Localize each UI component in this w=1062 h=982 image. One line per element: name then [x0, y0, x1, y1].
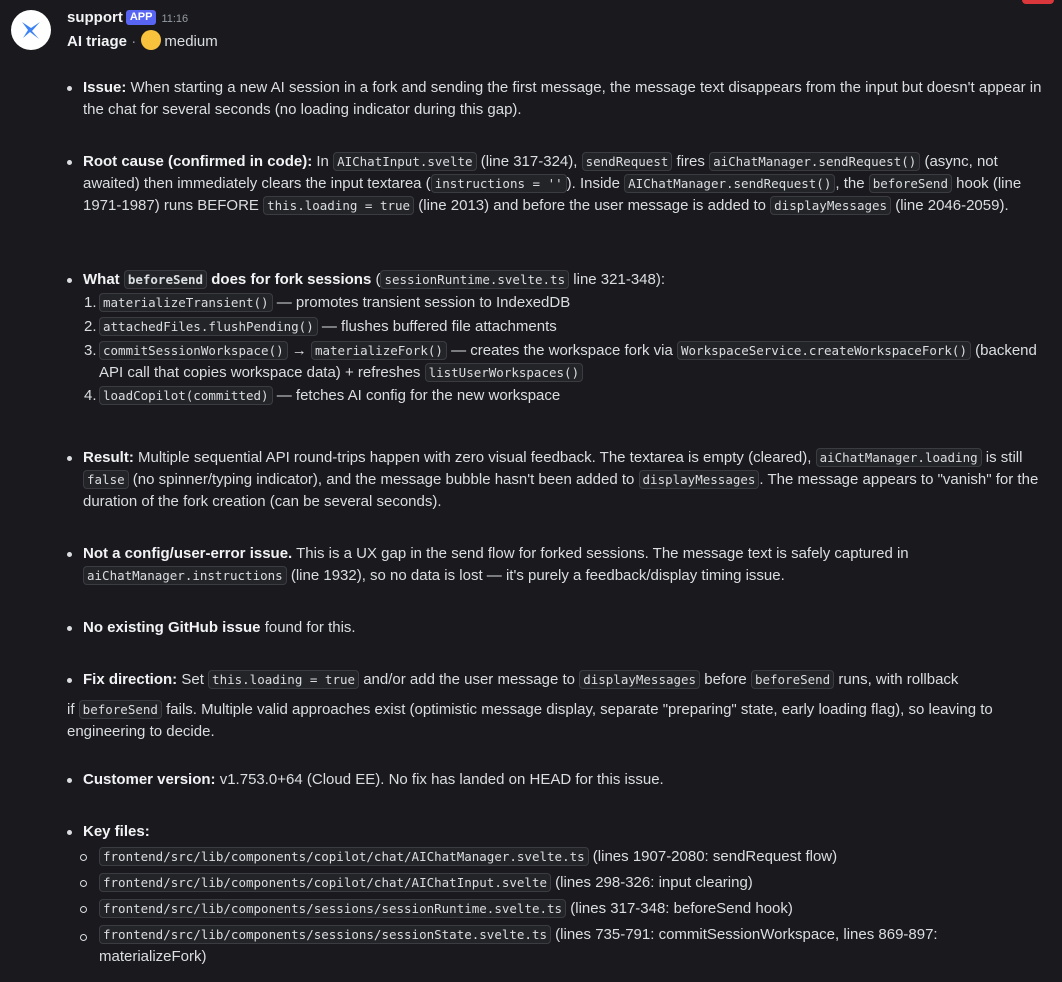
text: Multiple sequential API round-trips happen with zero visual feedback. The textarea is empty (cleared), — [133, 449, 816, 466]
code-span: sessionRuntime.svelte.ts — [380, 270, 569, 289]
file-item — [67, 924, 1042, 968]
code-span: beforeSend — [124, 270, 207, 289]
text: fires — [672, 153, 710, 170]
list-item — [67, 617, 1042, 639]
text: — creates the workspace fork via — [446, 342, 677, 359]
issue-section — [67, 77, 1042, 121]
text: ( — [371, 271, 381, 288]
code-span: displayMessages — [639, 470, 760, 489]
customer-section — [67, 769, 1042, 791]
text: fails. Multiple valid approaches exist (optimistic message display, separate "preparing" state, early loading flag), so leaving to engineering to decide. — [67, 701, 993, 740]
close-indicator[interactable] — [1022, 0, 1054, 4]
text: and/or add the user message to — [359, 671, 580, 688]
file-item — [67, 844, 1042, 870]
list-item — [67, 821, 1042, 843]
code-span: aiChatManager.loading — [816, 448, 982, 467]
code-span: beforeSend — [79, 700, 162, 719]
text: runs, with rollback — [834, 671, 959, 688]
file-item — [67, 870, 1042, 896]
list-item — [67, 151, 1042, 217]
text: This is a UX gap in the send flow for forked sessions. The message text is safely captured in — [292, 545, 909, 562]
item-number: 1. — [84, 294, 97, 311]
code-span: displayMessages — [770, 196, 891, 215]
not-config-label: Not a config/user-error issue. — [83, 545, 293, 562]
text: , the — [835, 175, 869, 192]
issue-label: Issue: — [83, 79, 127, 96]
text: v1.753.0+64 (Cloud EE). No fix has landed on HEAD for this issue. — [215, 771, 664, 788]
text: (backend API call that copies workspace data) + refreshes — [99, 342, 1037, 381]
code-span: aiChatManager.sendRequest() — [709, 152, 920, 171]
key-files-section — [67, 821, 1042, 968]
fix-label: Fix direction: — [83, 671, 178, 688]
code-span: materializeFork() — [311, 341, 447, 360]
github-section — [67, 617, 1042, 639]
numbered-item — [67, 340, 1042, 384]
text: hook (line 1971-1987) runs BEFORE — [83, 175, 1022, 214]
triage-line — [67, 30, 218, 52]
root-label: Root cause (confirmed in code): — [83, 153, 313, 170]
text: — flushes buffered file attachments — [317, 318, 557, 335]
list-item — [67, 543, 1042, 587]
code-span: loadCopilot(committed) — [99, 386, 273, 405]
list-item — [67, 269, 1042, 291]
fix-section — [67, 669, 1042, 743]
numbered-item — [67, 384, 1042, 408]
root-cause-section — [67, 151, 1042, 217]
text: is still — [981, 449, 1023, 466]
what-section — [67, 269, 1042, 408]
text: Set — [177, 671, 209, 688]
file-note: (lines 317-348: beforeSend hook) — [566, 900, 793, 917]
list-item — [67, 769, 1042, 791]
text: — promotes transient session to IndexedDB — [272, 294, 571, 311]
github-label: No existing GitHub issue — [83, 619, 261, 636]
text: (async, not awaited) then immediately clears the input textarea ( — [83, 153, 998, 192]
text: (line 317-324), — [476, 153, 582, 170]
code-span: attachedFiles.flushPending() — [99, 317, 318, 336]
item-number: 4. — [84, 387, 97, 404]
app-badge: APP — [126, 10, 157, 25]
file-path: frontend/src/lib/components/sessions/sessionState.svelte.ts — [99, 925, 551, 944]
code-span: sendRequest — [582, 152, 673, 171]
file-item — [67, 896, 1042, 922]
result-label: Result: — [83, 449, 134, 466]
code-span: commitSessionWorkspace() — [99, 341, 288, 360]
text: (no spinner/typing indicator), and the message bubble hasn't been added to — [128, 471, 639, 488]
file-path: frontend/src/lib/components/copilot/chat/AIChatInput.svelte — [99, 873, 551, 892]
customer-label: Customer version: — [83, 771, 216, 788]
text: found for this. — [260, 619, 356, 636]
file-note: (lines 298-326: input clearing) — [551, 874, 753, 891]
arrow-icon: → — [287, 342, 311, 359]
severity-text: medium — [164, 33, 218, 50]
text: In — [312, 153, 334, 170]
text: does for fork sessions — [207, 271, 372, 288]
app-logo-icon — [19, 18, 43, 42]
text: (line 2013) and before the user message is added to — [414, 197, 771, 214]
text: — fetches AI config for the new workspace — [272, 387, 561, 404]
triage-label: AI triage — [67, 33, 128, 50]
code-span: WorkspaceService.createWorkspaceFork() — [677, 341, 971, 360]
list-item — [67, 669, 1042, 691]
numbered-item — [67, 315, 1042, 339]
numbered-item — [67, 291, 1042, 315]
key-files-label: Key files: — [83, 823, 150, 840]
fix-continuation — [67, 699, 1042, 743]
text: What — [83, 271, 124, 288]
medium-severity-icon — [141, 30, 161, 50]
list-item — [67, 447, 1042, 513]
separator: · — [131, 33, 137, 50]
code-span: aiChatManager.instructions — [83, 566, 287, 585]
code-span: this.loading = true — [263, 196, 414, 215]
code-span: false — [83, 470, 129, 489]
code-span: listUserWorkspaces() — [425, 363, 584, 382]
code-span: instructions = '' — [431, 174, 567, 193]
file-note: (lines 1907-2080: sendRequest flow) — [588, 848, 838, 865]
code-span: this.loading = true — [208, 670, 359, 689]
message-header — [67, 8, 188, 29]
not-config-section — [67, 543, 1042, 587]
code-span: AIChatManager.sendRequest() — [624, 174, 835, 193]
list-item — [67, 77, 1042, 121]
code-span: beforeSend — [869, 174, 952, 193]
text: (line 2046-2059). — [891, 197, 1009, 214]
file-note: (lines 735-791: commitSessionWorkspace, lines 869-897: materializeFork) — [99, 926, 938, 965]
code-span: materializeTransient() — [99, 293, 273, 312]
code-span: beforeSend — [751, 670, 834, 689]
item-number: 2. — [84, 318, 97, 335]
text: if — [67, 701, 79, 718]
issue-text: When starting a new AI session in a fork and sending the first message, the message text disappears from the input but doesn't appear in the chat for several seconds (no loading indicator during this gap). — [83, 79, 1042, 118]
file-path: frontend/src/lib/components/copilot/chat/AIChatManager.svelte.ts — [99, 847, 589, 866]
text: line 321-348): — [569, 271, 666, 288]
text: before — [700, 671, 751, 688]
text: (line 1932), so no data is lost — it's purely a feedback/display timing issue. — [286, 567, 785, 584]
text: ). Inside — [566, 175, 625, 192]
file-path: frontend/src/lib/components/sessions/sessionRuntime.svelte.ts — [99, 899, 566, 918]
username[interactable]: support — [67, 9, 123, 26]
code-span: displayMessages — [579, 670, 700, 689]
timestamp[interactable]: 11:16 — [161, 13, 189, 25]
what-label — [83, 271, 371, 288]
item-number: 3. — [84, 342, 97, 359]
code-span: AIChatInput.svelte — [333, 152, 476, 171]
result-section — [67, 447, 1042, 513]
avatar[interactable] — [11, 10, 51, 50]
text: . The message appears to "vanish" for the duration of the fork creation (can be several seconds). — [83, 471, 1039, 510]
